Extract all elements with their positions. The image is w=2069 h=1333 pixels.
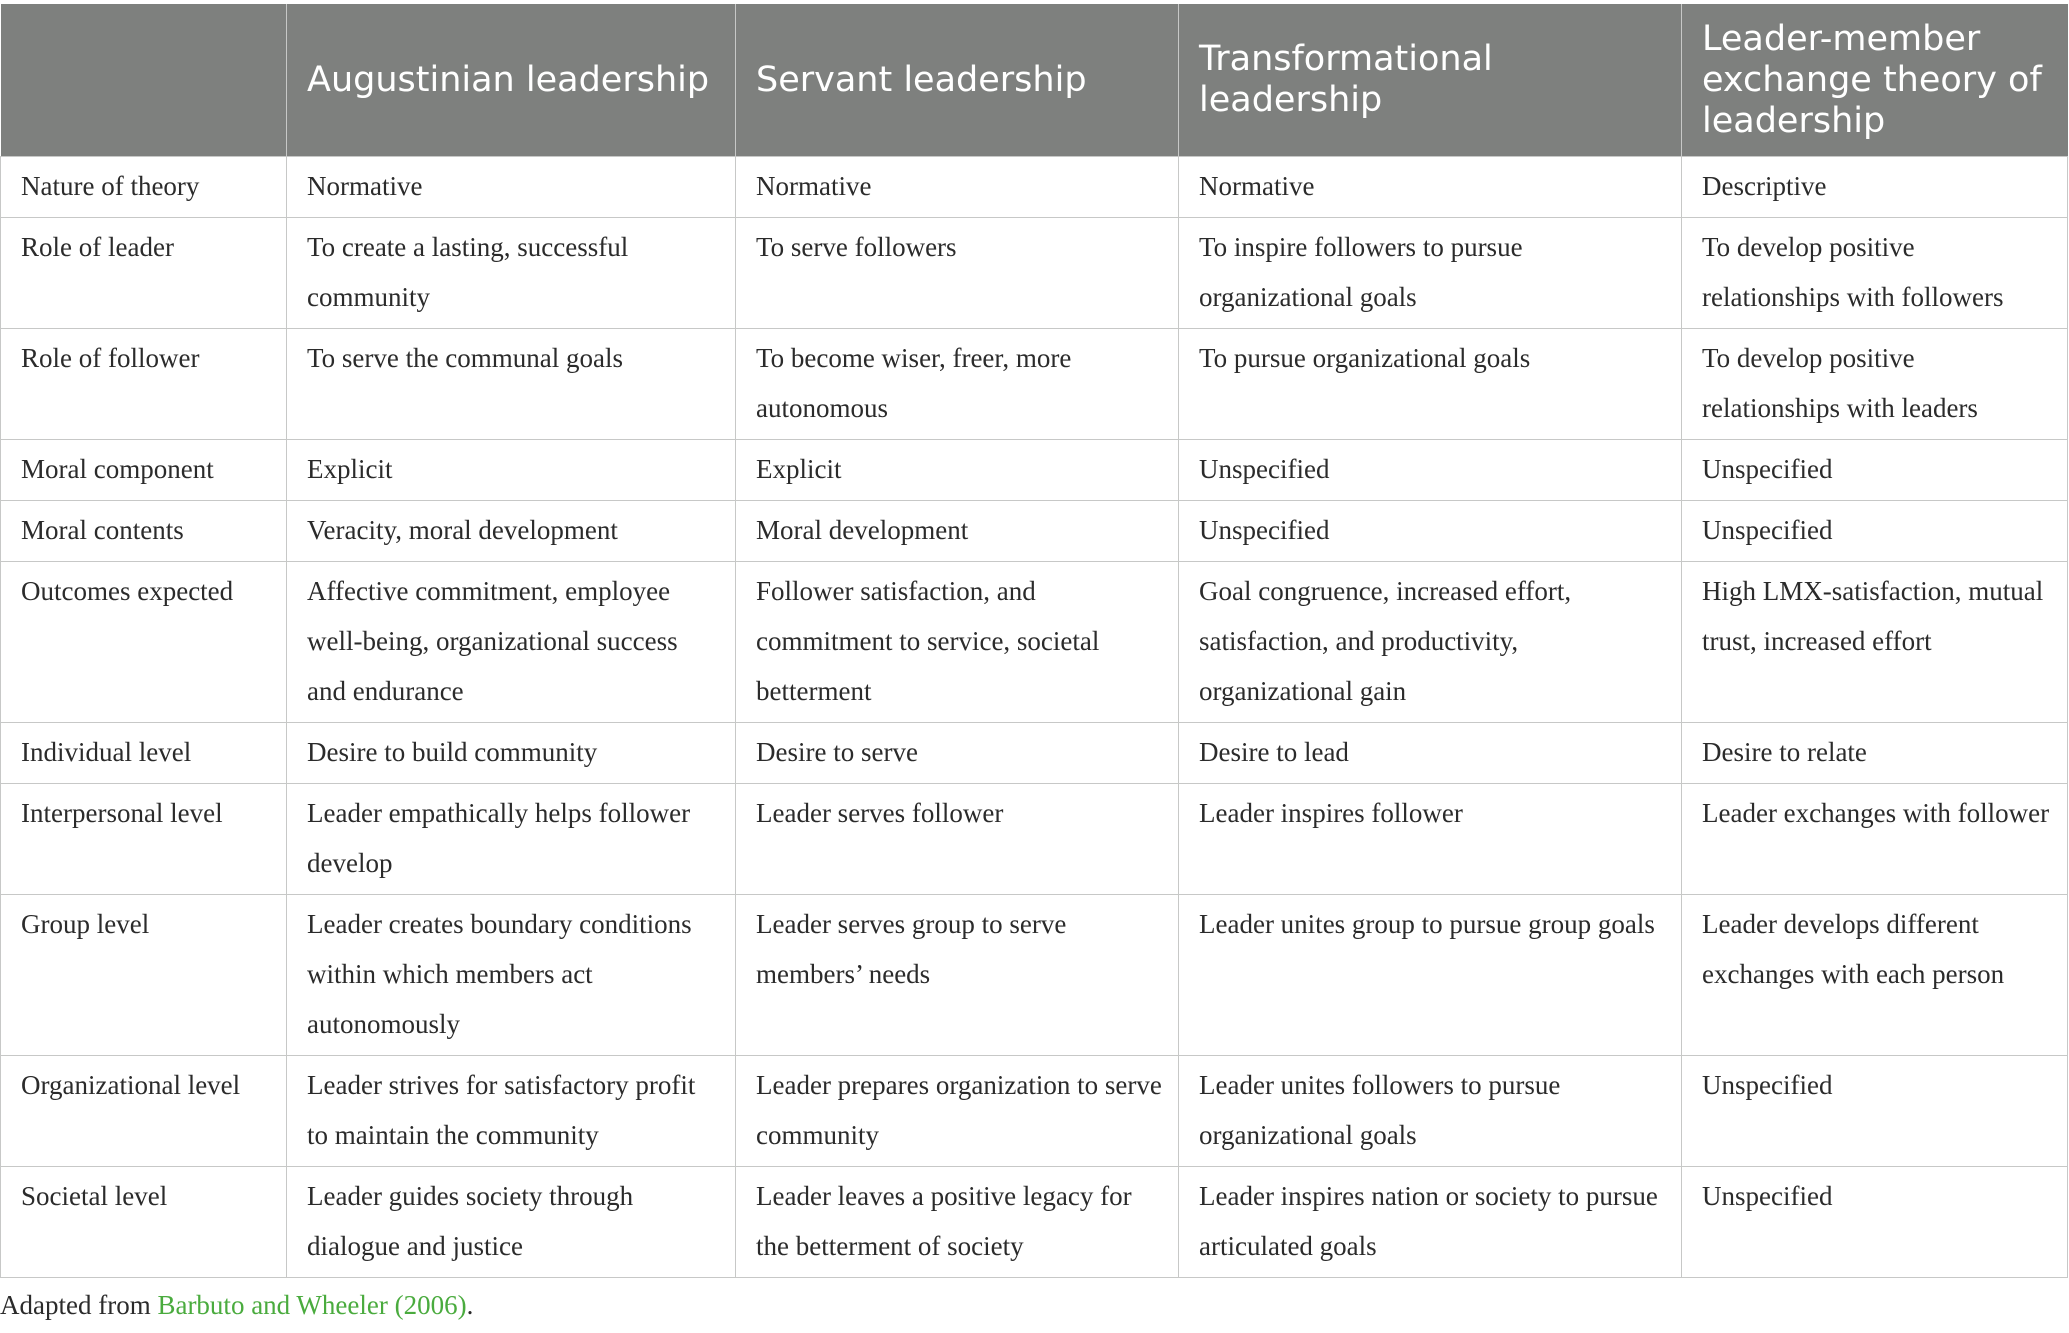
table-row [1, 1056, 2068, 1167]
table-cell: Leader unites followers to pursue organizational goals [1179, 1056, 1682, 1167]
table-cell: Unspecified [1682, 440, 2068, 501]
table-cell: Leader guides society through dialogue and justice [287, 1167, 736, 1278]
table-row [1, 562, 2068, 723]
row-label: Outcomes expected [1, 562, 287, 723]
row-label: Role of follower [1, 329, 287, 440]
table-cell: To become wiser, freer, more autonomous [736, 329, 1179, 440]
table-cell: To create a lasting, successful community [287, 218, 736, 329]
row-label: Role of leader [1, 218, 287, 329]
caption-prefix: Adapted from [0, 1290, 158, 1320]
table-row [1, 440, 2068, 501]
table-cell: Leader empathically helps follower develop [287, 784, 736, 895]
table-cell: Leader serves group to serve members’ needs [736, 895, 1179, 1056]
row-label: Societal level [1, 1167, 287, 1278]
table-cell: Leader develops different exchanges with each person [1682, 895, 2068, 1056]
table-cell: Leader exchanges with follower [1682, 784, 2068, 895]
row-label: Moral contents [1, 501, 287, 562]
table-cell: To serve the communal goals [287, 329, 736, 440]
table-cell: To inspire followers to pursue organizational goals [1179, 218, 1682, 329]
table-cell: Explicit [736, 440, 1179, 501]
table-cell: Leader inspires nation or society to pursue articulated goals [1179, 1167, 1682, 1278]
table-row [1, 1167, 2068, 1278]
table-cell: Leader strives for satisfactory profit to maintain the community [287, 1056, 736, 1167]
row-label: Individual level [1, 723, 287, 784]
table-row [1, 895, 2068, 1056]
header-lmx: Leader-member exchange theory of leadership [1682, 4, 2068, 157]
table-cell: Unspecified [1682, 501, 2068, 562]
table-cell: Unspecified [1682, 1167, 2068, 1278]
table-cell: Desire to serve [736, 723, 1179, 784]
table-cell: To develop positive relationships with followers [1682, 218, 2068, 329]
table-cell: Desire to relate [1682, 723, 2068, 784]
table-cell: Unspecified [1682, 1056, 2068, 1167]
table-cell: High LMX-satisfaction, mutual trust, increased effort [1682, 562, 2068, 723]
table-cell: To pursue organizational goals [1179, 329, 1682, 440]
row-label: Interpersonal level [1, 784, 287, 895]
table-cell: Unspecified [1179, 440, 1682, 501]
table-cell: Unspecified [1179, 501, 1682, 562]
table-cell: Leader serves follower [736, 784, 1179, 895]
table-cell: Desire to build community [287, 723, 736, 784]
table-cell: Follower satisfaction, and commitment to service, societal betterment [736, 562, 1179, 723]
table-cell: Leader prepares organization to serve community [736, 1056, 1179, 1167]
comparison-table-container [0, 4, 2067, 1278]
table-cell: Normative [287, 157, 736, 218]
table-cell: Leader creates boundary conditions within which members act autonomously [287, 895, 736, 1056]
table-cell: To serve followers [736, 218, 1179, 329]
table-cell: Goal congruence, increased effort, satisfaction, and productivity, organizational gain [1179, 562, 1682, 723]
leadership-comparison-table [0, 4, 2068, 1278]
row-label: Nature of theory [1, 157, 287, 218]
caption-suffix: . [466, 1290, 474, 1320]
header-augustinian: Augustinian leadership [287, 4, 736, 157]
table-cell: Leader inspires follower [1179, 784, 1682, 895]
table-row [1, 329, 2068, 440]
row-label: Group level [1, 895, 287, 1056]
table-cell: Leader unites group to pursue group goals [1179, 895, 1682, 1056]
table-row [1, 784, 2068, 895]
header-row [1, 4, 2068, 157]
row-label: Moral component [1, 440, 287, 501]
table-row [1, 501, 2068, 562]
table-cell: Normative [1179, 157, 1682, 218]
table-cell: Leader leaves a positive legacy for the betterment of society [736, 1167, 1179, 1278]
citation-link[interactable]: Barbuto and Wheeler (2006) [157, 1290, 467, 1320]
table-cell: Descriptive [1682, 157, 2068, 218]
row-label: Organizational level [1, 1056, 287, 1167]
table-row [1, 218, 2068, 329]
table-cell: Normative [736, 157, 1179, 218]
table-cell: To develop positive relationships with leaders [1682, 329, 2068, 440]
header-servant: Servant leadership [736, 4, 1179, 157]
table-header [1, 4, 2068, 157]
table-row [1, 723, 2068, 784]
header-cell-empty [1, 4, 287, 157]
table-cell: Explicit [287, 440, 736, 501]
table-cell: Desire to lead [1179, 723, 1682, 784]
table-body [1, 157, 2068, 1278]
table-caption [0, 1290, 473, 1321]
table-row [1, 157, 2068, 218]
table-cell: Affective commitment, employee well-being, organizational success and endurance [287, 562, 736, 723]
table-cell: Moral development [736, 501, 1179, 562]
table-cell: Veracity, moral development [287, 501, 736, 562]
header-transformational: Transformational leadership [1179, 4, 1682, 157]
